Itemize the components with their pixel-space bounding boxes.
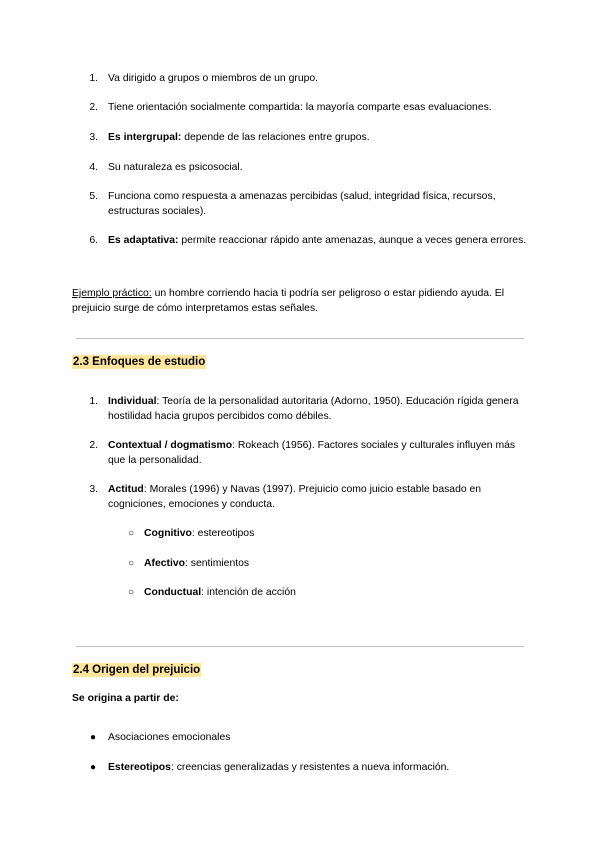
bullet-item: Estereotipos: creencias generalizadas y resistentes a nueva información. xyxy=(108,762,450,773)
list-item: Funciona como respuesta a amenazas percibidas (salud, integridad física, recursos, estructuras sociales). xyxy=(108,191,496,217)
sub-list-item: Conductual: intención de acción xyxy=(144,587,296,598)
example-label: Ejemplo práctico: xyxy=(72,288,152,299)
list-number: 3. xyxy=(89,484,98,495)
filled-bullet-icon: ● xyxy=(90,762,97,773)
list-item: Actitud: Morales (1996) y Navas (1997). Prejuicio como juicio estable basado en cogniciones, emociones y conducta. xyxy=(108,484,482,510)
example-paragraph: Ejemplo práctico: un hombre corriendo hacia ti podría ser peligroso o estar pidiendo ayuda. El prejuicio surge de cómo interpretamos estas señales. xyxy=(72,288,505,314)
list-number: 5. xyxy=(89,191,98,202)
filled-bullet-icon: ● xyxy=(90,732,97,743)
list-number: 6. xyxy=(89,235,98,246)
divider xyxy=(76,338,524,339)
sub-list-item: Cognitivo: estereotipos xyxy=(144,528,255,539)
list-number: 3. xyxy=(89,132,98,143)
circle-bullet-icon: ○ xyxy=(128,587,135,598)
list-item: Su naturaleza es psicosocial. xyxy=(108,162,243,173)
list-item: Individual: Teoría de la personalidad autoritaria (Adorno, 1950). Educación rígida genera hostilidad hacia grupos percibidos como débiles. xyxy=(108,396,519,422)
divider xyxy=(76,646,524,647)
list-number: 2. xyxy=(89,440,98,451)
circle-bullet-icon: ○ xyxy=(128,528,135,539)
list-number: 2. xyxy=(89,102,98,113)
section-heading: 2.4 Origen del prejuicio xyxy=(73,664,201,676)
bullet-item: Asociaciones emocionales xyxy=(108,732,231,743)
list-number: 1. xyxy=(89,396,98,407)
circle-bullet-icon: ○ xyxy=(128,558,135,569)
sub-list-item: Afectivo: sentimientos xyxy=(144,558,250,569)
section-intro: Se origina a partir de: xyxy=(72,693,179,704)
section-heading: 2.3 Enfoques de estudio xyxy=(73,356,206,368)
list-item: Es intergrupal: depende de las relaciones entre grupos. xyxy=(108,132,370,143)
list-item: Es adaptativa: permite reaccionar rápido ante amenazas, aunque a veces genera errores. xyxy=(108,235,527,246)
list-item: Contextual / dogmatismo: Rokeach (1956). Factores sociales y culturales influyen más que la personalidad. xyxy=(108,440,516,466)
list-item: Va dirigido a grupos o miembros de un grupo. xyxy=(108,73,319,84)
list-number: 4. xyxy=(89,162,98,173)
list-item: Tiene orientación socialmente compartida: la mayoría comparte esas evaluaciones. xyxy=(108,102,492,113)
list-number: 1. xyxy=(89,73,98,84)
